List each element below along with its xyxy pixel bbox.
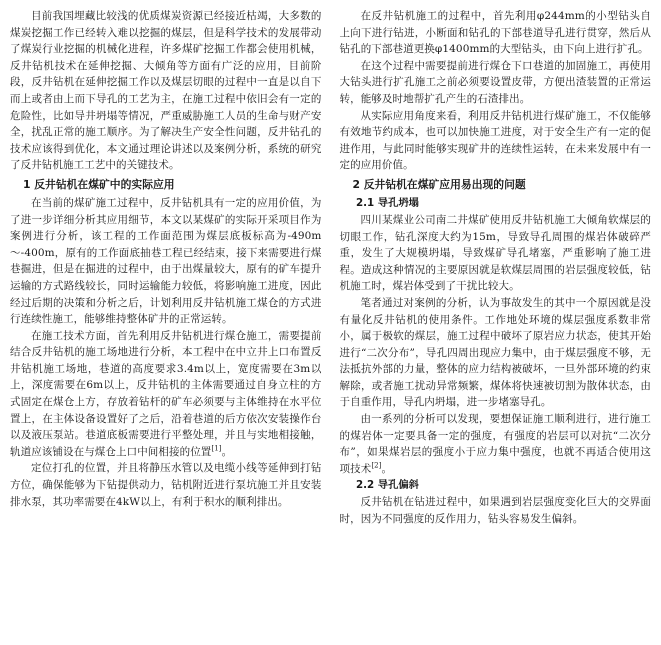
drilling-paragraph-1: 在反井钻机施工的过程中，首先利用φ244mm的小型钻头自上向下进行钻进，小断面和钻孔的下部巷道导孔进行贯穿，然后从钻孔的下部巷道更换φ1400mm的大型钻头，由下向上进行扩孔。 [339,10,651,56]
intro-paragraph: 目前我国埋藏比较浅的优质煤炭资源已经接近枯竭，大多数的煤炭挖掘工作已经转入难以挖掘的煤层，但是科学技术的发展带动了煤炭行业挖掘的机械化进程，许多煤矿挖掘工作都会使用机械，反井钻机技术在延伸挖掘、大倾角等方面有广泛的应用，目前阶段，反井钻机在延伸挖掘工作以及煤层切眼的过程中一直是以自下而上或者由上而下导孔的工艺为主，在施工过程中依旧会有一定的危险性，比如导井坍塌等情况，严重威胁施工人员的生命与财产安全，扰乱正常的施工顺序。为了解决生产安全性问题，反井钻孔的技术应该得到优化，本文通过理论讲述以及案例分析，系统的研究了反井钻机施工工艺中的关键技术。 [10,10,322,172]
subsection-2-1-paragraph-2: 笔者通过对案例的分析，认为事故发生的其中一个原因就是没有量化反井钻机的使用条件。工作地处环境的煤层强度系数非常小，属于极软的煤层，施工过程中破坏了原岩应力状态，使其开始进行“二次分布”，导孔四周出现应力集中，由于煤层强度不够，无法抵抗外部的力量，整体的应力结构被破坏，一旦外部环境的约束解除，或者施工扰动异常频繁，煤体将快速被切割为散体状态，由于自重作用，导孔内坍塌，进一步堵塞导孔。 [339,296,651,409]
subsection-2-2-paragraph-1: 反井钻机在钻进过程中，如果遇到岩层强度变化巨大的交界面时，因为不同强度的反作用力，钻头容易发生偏斜。 [339,496,651,526]
section-1-paragraph-1: 在当前的煤矿施工过程中，反井钻机具有一定的应用价值，为了进一步详细分析其应用细节，本文以某煤矿的实际开采项目作为案例进行分析，该工程的工作面范围为煤层底板标高为-490m～-400m，原有的工作面底抽巷工程已经结束，接下来需要进行煤巷掘进，但是在掘进的过程中，由于出煤量较大，原有的矿车提升运输的方式路线较长，同时运输能力较低，将影响施工进度，因此经过后期的决策和分析之后，计划利用反井钻机施工煤仓的方式进行连续性施工，能够维持整体矿井的正常运转。 [10,196,322,326]
section-1-paragraph-3: 定位打孔的位置，并且将静压水管以及电缆小线等延伸到打钻方位，确保能够为下钻提供动力，钻机附近进行泵坑施工并且安装排水泵，其功率需要在4kW以上，有利于积水的顺利排出。 [10,462,322,508]
subsection-2-1-paragraph-3: 由一系列的分析可以发现，要想保证施工顺利进行，进行施工的煤岩体一定要具备一定的强度，有强度的岩层可以对抗“二次分布”，如果煤岩层的强度小于应力集中强度，也就不再适合使用这项技术[2]。 [339,413,651,475]
section-2-heading: 2 反井钻机在煤矿应用易出现的问题 [352,177,526,191]
subsection-2-1-paragraph-3-text: 由一系列的分析可以发现，要想保证施工顺利进行，进行施工的煤岩体一定要具备一定的强度，有强度的岩层可以对抗“二次分布”，如果煤岩层的强度小于应力集中强度，也就不再适合使用这项技术 [339,413,651,475]
citation-2: [2] [371,461,382,470]
right-column [340,8,652,645]
drilling-paragraph-3: 从实际应用角度来看，利用反井钻机进行煤矿施工，不仅能够有效地节约成本，也可以加快施工进度，对于安全生产有一定的促进作用，与此同时能够实现矿井的连续性运转，在未来发展中有一定的应用价值。 [339,109,651,172]
subsection-2-2-heading: 2.2 导孔偏斜 [355,479,419,492]
subsection-2-1-heading: 2.1 导孔坍塌 [355,196,419,209]
subsection-2-1-paragraph-1: 四川某煤业公司南二井煤矿使用反井钻机施工大倾角软煤层的切眼工作，钻孔深度大约为15m，导致导孔周围的煤岩体破碎严重，发生了大规模坍塌，导致煤矿导孔堵塞，严重影响了施工进程。造成这种情况的主要原因就是软煤层周围的岩层强度较低，钻机施工时，煤岩体受到了干扰比较大。 [339,213,651,293]
drilling-paragraph-2: 在这个过程中需要提前进行煤仓下口巷道的加固施工，再使用大钻头进行扩孔施工之前必须要设置皮带，方便出渣装置的正常运转，能够及时地帮扩孔产生的石渣排出。 [339,59,651,105]
section-1-paragraph-2: 在施工技术方面，首先利用反井钻机进行煤仓施工，需要提前结合反井钻机的施工场地进行分析，本工程中在中立井上口布置反井钻机施工场地，巷道的高度要求3.4m以上，宽度需要在3m以上，深度需要在6m以上，反井钻机的主体需要通过自身立柱的方式固定在煤仓上方，存放着钻杆的矿车必须要与主体维持在水平位置上，在主体设备设置好了之后，沿着巷道的后方依次安装操作台以及液压泵站。巷道底板需要进行平整处理，并且与实地相接触，轨道应该铺设在与煤仓上口中间相接的位置[1]。 [10,329,322,458]
citation-1: [1] [211,444,222,453]
section-1-paragraph-2-text: 在施工技术方面，首先利用反井钻机进行煤仓施工，需要提前结合反井钻机的施工场地进行分析，本工程中在中立井上口布置反井钻机施工场地，巷道的高度要求3.4m以上，宽度需要在3m以上，深度需要在6m以上，反井钻机的主体需要通过自身立柱的方式固定在煤仓上方，存放着钻杆的矿车必须要与主体维持在水平位置上，在主体设备设置好了之后，沿着巷道的后方依次安装操作台以及液压泵站。巷道底板需要进行平整处理，并且与实地相接触，轨道应该铺设在与煤仓上口中间相接的位置 [10,329,322,458]
section-1-heading: 1 反井钻机在煤矿中的实际应用 [22,177,175,191]
left-column [10,8,322,645]
